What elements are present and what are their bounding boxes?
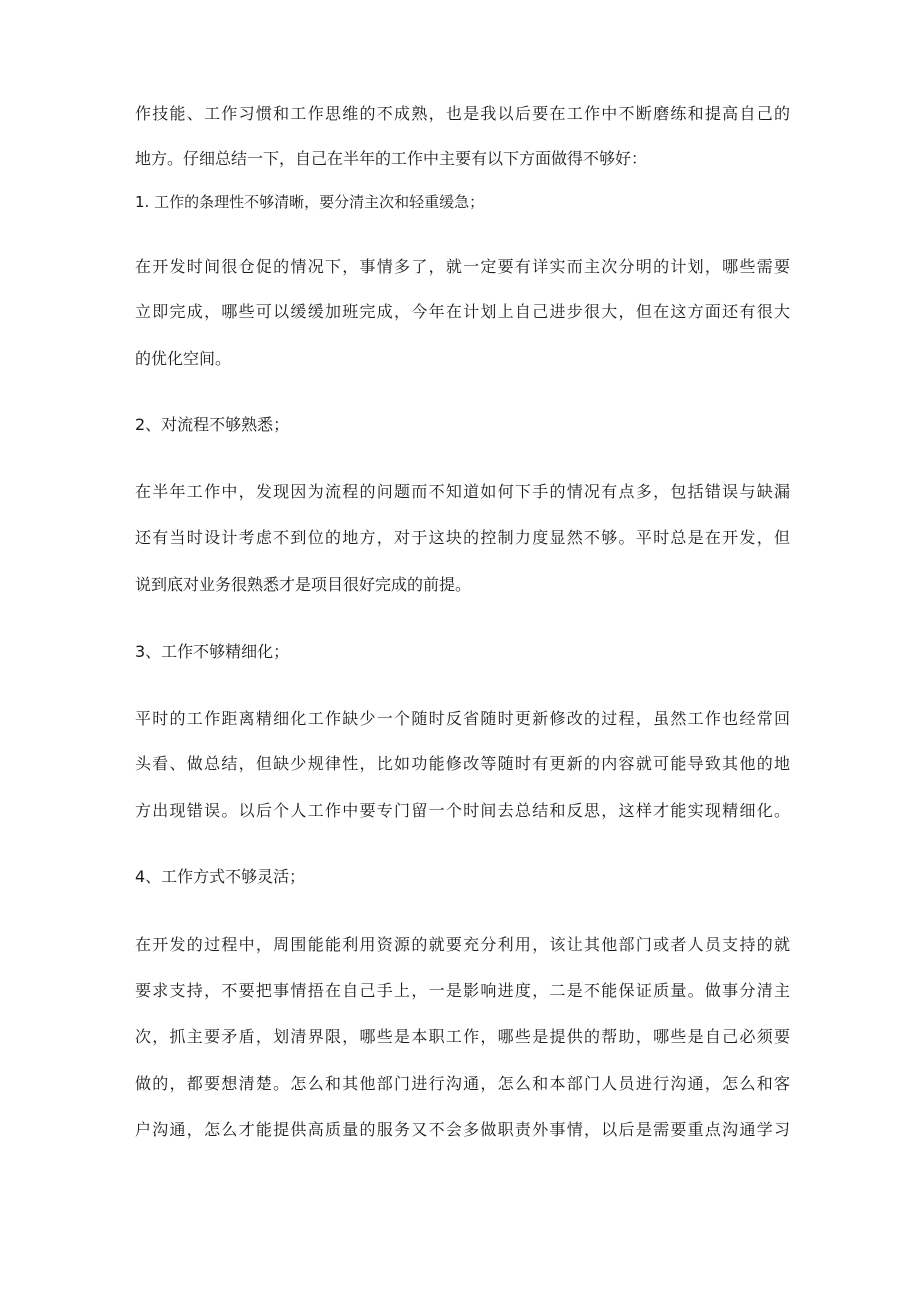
section-3-line-1: 平时的工作距离精细化工作缺少一个随时反省随时更新修改的过程，虽然工作也经常回 — [135, 709, 790, 728]
section-4-line-5: 户沟通，怎么才能提供高质量的服务又不会多做职责外事情，以后是需要重点沟通学习 — [135, 1120, 790, 1139]
section-2-heading: 2、对流程不够熟悉； — [135, 415, 290, 434]
section-1-line-3: 的优化空间。 — [135, 349, 232, 368]
section-1-heading: 1. 工作的条理性不够清晰，要分清主次和轻重缓急； — [135, 193, 485, 211]
section-4-heading: 4、工作方式不够灵活； — [135, 867, 306, 886]
section-3-line-2: 头看、做总结，但缺少规律性，比如功能修改等随时有更新的内容就可能导致其他的地 — [135, 754, 790, 773]
section-3-line-3: 方出现错误。以后个人工作中要专门留一个时间去总结和反思，这样才能实现精细化。 — [135, 801, 790, 820]
section-3-heading: 3、工作不够精细化； — [135, 642, 290, 661]
section-4-line-4: 做的，都要想清楚。怎么和其他部门进行沟通，怎么和本部门人员进行沟通，怎么和客 — [135, 1074, 790, 1093]
section-4-line-2: 要求支持，不要把事情捂在自己手上，一是影响进度，二是不能保证质量。做事分清主 — [135, 981, 790, 1000]
intro-line-2: 地方。仔细总结一下，自己在半年的工作中主要有以下方面做得不够好： — [135, 149, 648, 168]
section-1-line-2: 立即完成，哪些可以缓缓加班完成，今年在计划上自己进步很大，但在这方面还有很大 — [135, 302, 790, 321]
section-2-line-2: 还有当时设计考虑不到位的地方，对于这块的控制力度显然不够。平时总是在开发，但 — [135, 528, 790, 547]
section-4-line-3: 次，抓主要矛盾，划清界限，哪些是本职工作，哪些是提供的帮助，哪些是自己必须要 — [135, 1027, 790, 1046]
section-2-line-1: 在半年工作中，发现因为流程的问题而不知道如何下手的情况有点多，包括错误与缺漏 — [135, 482, 790, 501]
intro-line-1: 作技能、工作习惯和工作思维的不成熟，也是我以后要在工作中不断磨练和提高自己的 — [135, 104, 790, 123]
section-1-line-1: 在开发时间很仓促的情况下，事情多了，就一定要有详实而主次分明的计划，哪些需要 — [135, 257, 790, 276]
section-4-line-1: 在开发的过程中，周围能能利用资源的就要充分利用，该让其他部门或者人员支持的就 — [135, 935, 790, 954]
section-2-line-3: 说到底对业务很熟悉才是项目很好完成的前提。 — [135, 575, 472, 594]
